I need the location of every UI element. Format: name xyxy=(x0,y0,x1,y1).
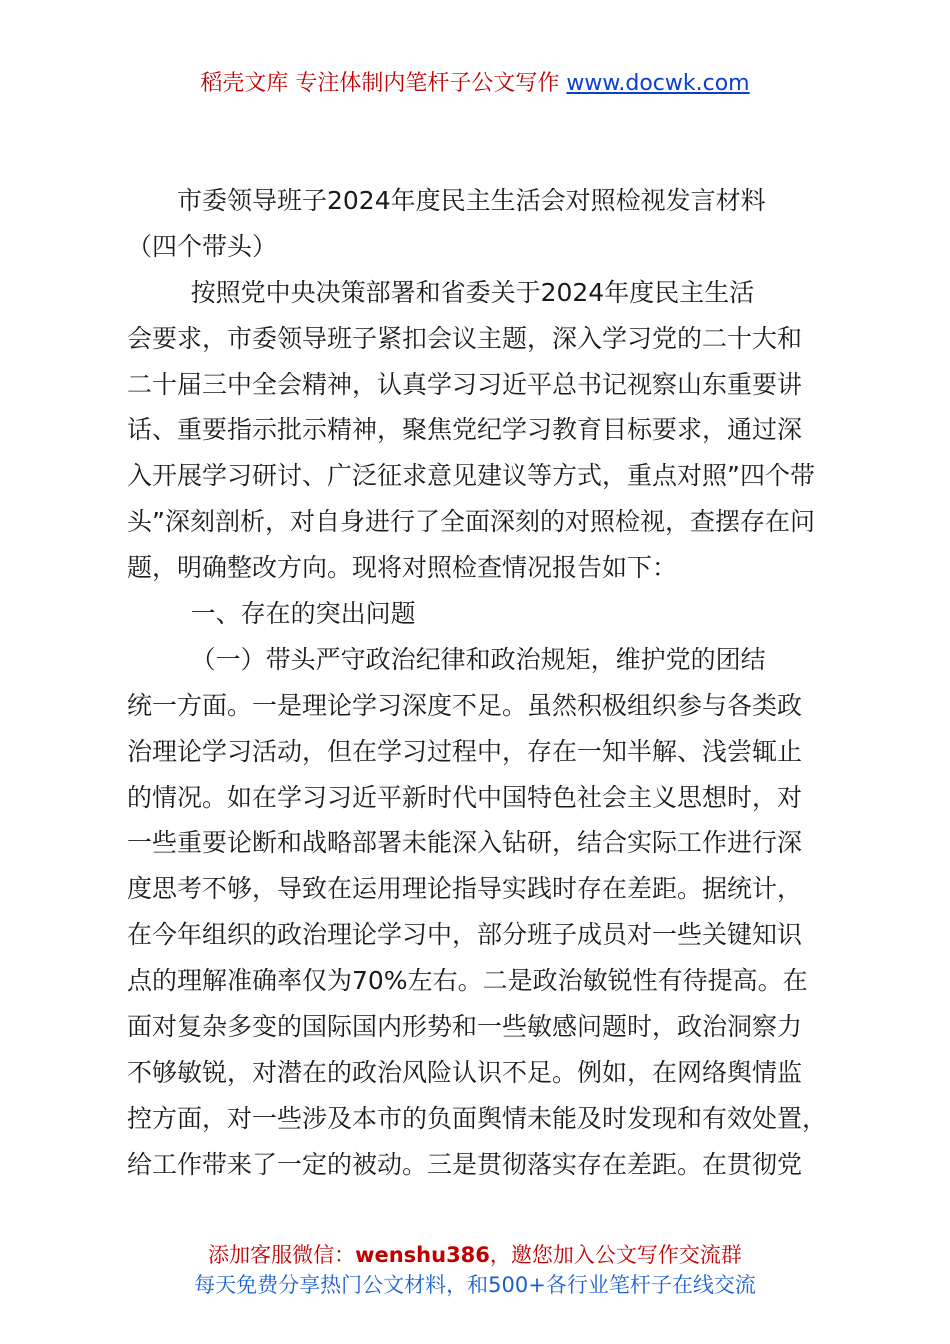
document-line: （一）带头严守政治纪律和政治规矩，维护党的团结 xyxy=(127,644,766,674)
footer-wechat-prefix: 添加客服微信： xyxy=(208,1243,356,1267)
document-line: 按照党中央决策部署和省委关于2024年度民主生活 xyxy=(127,277,755,307)
document-subtitle: （四个带头） xyxy=(127,231,278,261)
document-line: 不够敏锐，对潜在的政治风险认识不足。例如，在网络舆情监 xyxy=(127,1057,803,1087)
document-line: 在今年组织的政治理论学习中，部分班子成员对一些关键知识 xyxy=(127,920,803,950)
document-line: 话、重要指示批示精神，聚焦党纪学习教育目标要求，通过深 xyxy=(127,415,803,445)
document-text xyxy=(127,270,847,1188)
document-line: 入开展学习研讨、广泛征求意见建议等方式，重点对照”四个带 xyxy=(127,461,815,491)
document-line: 会要求，市委领导班子紧扣会议主题，深入学习党的二十大和 xyxy=(127,323,803,353)
document-body xyxy=(127,178,847,1188)
document-line: 点的理解准确率仅为70%左右。二是政治敏锐性有待提高。在 xyxy=(127,966,808,996)
document-line: 治理论学习活动，但在学习过程中，存在一知半解、浅尝辄止 xyxy=(127,736,803,766)
document-line: 题，明确整改方向。现将对照检查情况报告如下： xyxy=(127,553,678,583)
footer-wechat-suffix: ，邀您加入公文写作交流群 xyxy=(489,1243,742,1267)
footer-wechat-line xyxy=(0,1240,950,1270)
document-line: 给工作带来了一定的被动。三是贯彻落实存在差距。在贯彻党 xyxy=(127,1149,803,1179)
header-url-link[interactable]: www.docwk.com xyxy=(566,71,750,96)
document-line: 的情况。如在学习习近平新时代中国特色社会主义思想时，对 xyxy=(127,782,803,812)
page-footer xyxy=(0,1240,950,1300)
document-line: 度思考不够，导致在运用理论指导实践时存在差距。据统计， xyxy=(127,874,803,904)
document-line: 一些重要论断和战略部署未能深入钻研，结合实际工作进行深 xyxy=(127,828,803,858)
document-line: 二十届三中全会精神，认真学习习近平总书记视察山东重要讲 xyxy=(127,369,803,399)
document-line: 控方面，对一些涉及本市的负面舆情未能及时发现和有效处置， xyxy=(127,1103,828,1133)
footer-promo-line: 每天免费分享热门公文材料，和500+各行业笔杆子在线交流 xyxy=(194,1273,756,1297)
document-title: 市委领导班子2024年度民主生活会对照检视发言材料 xyxy=(177,186,766,215)
document-line: 头”深刻剖析，对自身进行了全面深刻的对照检视，查摆存在问 xyxy=(127,507,815,537)
document-line: 统一方面。一是理论学习深度不足。虽然积极组织参与各类政 xyxy=(127,690,803,720)
page-header xyxy=(0,68,950,100)
document-line: 面对复杂多变的国际国内形势和一些敏感问题时，政治洞察力 xyxy=(127,1012,803,1042)
wechat-id: wenshu386 xyxy=(355,1243,490,1267)
header-site-text: 稻壳文库 专注体制内笔杆子公文写作 xyxy=(200,71,560,96)
document-line: 一、存在的突出问题 xyxy=(127,599,416,629)
